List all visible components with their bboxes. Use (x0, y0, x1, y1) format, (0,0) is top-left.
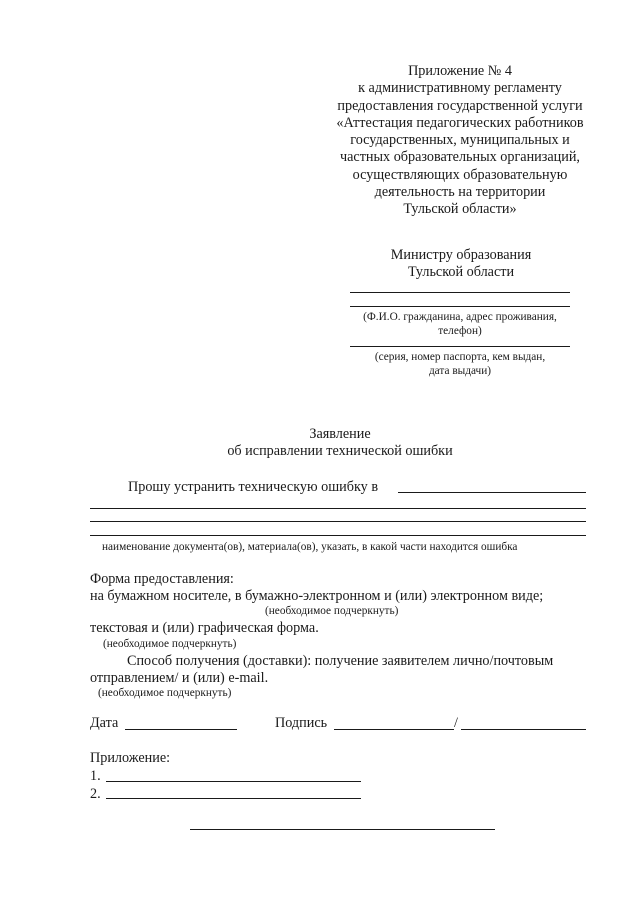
attachments-heading: Приложение: (90, 750, 171, 766)
caption-line: (серия, номер паспорта, кем выдан, (374, 351, 546, 363)
addressee-line: Тульской области (407, 264, 515, 281)
applicant-field-line[interactable] (350, 292, 570, 293)
form-option-text: текстовая и (или) графическая форма. (90, 620, 319, 636)
applicant-caption (340, 310, 580, 338)
request-text: Прошу устранить техническую ошибку в (128, 479, 379, 495)
attachment-field-line[interactable] (106, 798, 361, 799)
addressee-block (330, 247, 592, 282)
document-title (120, 426, 560, 461)
caption-line: телефон) (438, 325, 482, 337)
title-line: об исправлении технической ошибки (227, 443, 453, 460)
request-field-line[interactable] (398, 492, 586, 493)
header-line: предоставления государственной услуги (337, 97, 583, 114)
request-field-line[interactable] (90, 521, 586, 522)
signature-name-line[interactable] (461, 729, 586, 730)
delivery-text: Способ получения (доставки): получение заявителем лично/почтовым (127, 653, 554, 669)
caption-line: (Ф.И.О. гражданина, адрес проживания, (363, 311, 557, 323)
attachment-number: 1. (90, 768, 101, 784)
signature-field-line[interactable] (334, 729, 454, 730)
caption-line: дата выдачи) (428, 365, 492, 377)
header-line: Тульской области» (403, 201, 517, 218)
signature-separator: / (454, 715, 458, 731)
header-line: государственных, муниципальных и (350, 132, 570, 149)
header-line: «Аттестация педагогических работников (336, 114, 584, 131)
form-option-paper: на бумажном носителе, в бумажно-электронном и (или) электронном виде; (90, 588, 544, 604)
form-note: (необходимое подчеркнуть) (265, 605, 399, 617)
form-note: (необходимое подчеркнуть) (98, 687, 232, 699)
title-line: Заявление (309, 426, 371, 442)
date-field-line[interactable] (125, 729, 237, 730)
delivery-text: отправлением/ и (или) e-mail. (90, 670, 269, 686)
request-field-line[interactable] (90, 535, 586, 536)
form-heading: Форма предоставления: (90, 571, 234, 587)
request-field-line[interactable] (90, 508, 586, 509)
header-line: Приложение № 4 (408, 63, 512, 79)
attachment-field-line[interactable] (106, 781, 361, 782)
bottom-rule (190, 829, 495, 830)
header-line: частных образовательных организаций, (340, 149, 580, 166)
header-line: осуществляющих образовательную (352, 166, 568, 183)
applicant-field-line[interactable] (350, 306, 570, 307)
header-line: деятельность на территории (374, 184, 546, 201)
passport-caption (340, 350, 580, 378)
addressee-line: Министру образования (390, 247, 532, 263)
passport-field-line[interactable] (350, 346, 570, 347)
appendix-header (300, 63, 620, 219)
signature-label: Подпись (275, 715, 328, 731)
header-line: к административному регламенту (358, 80, 562, 97)
request-caption: наименование документа(ов), материала(ов), указать, в какой части находится ошибка (102, 541, 518, 553)
form-note: (необходимое подчеркнуть) (103, 638, 237, 650)
attachment-number: 2. (90, 786, 101, 802)
date-label: Дата (90, 715, 119, 731)
